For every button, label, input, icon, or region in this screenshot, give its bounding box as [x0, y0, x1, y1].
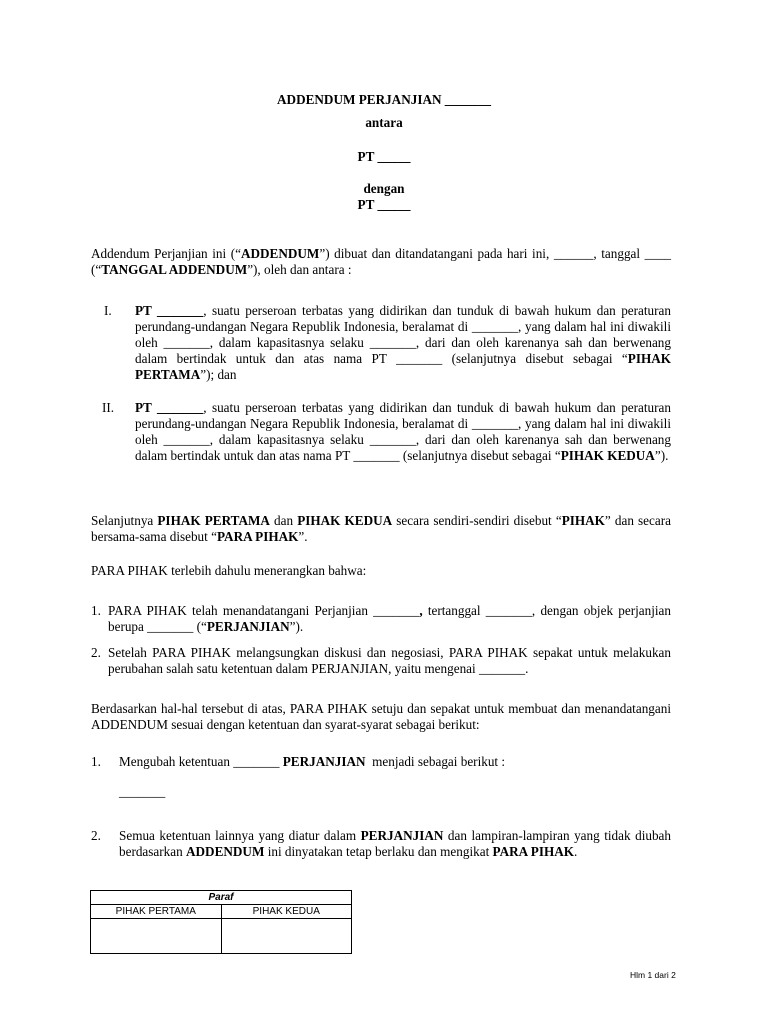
text-span: ”.	[298, 529, 308, 544]
text-span: Semua ketentuan lainnya yang diatur dalam	[119, 828, 361, 843]
clause-item-2	[91, 828, 671, 860]
clause-number: 2.	[91, 828, 101, 843]
text-span: ”).	[289, 619, 304, 634]
party-numeral: II.	[102, 400, 115, 415]
pihak-pertama-term: PIHAK PERTAMA	[157, 513, 270, 528]
party-end: ”); dan	[200, 367, 237, 382]
party-role: PIHAK PERTAMA	[135, 351, 671, 382]
document-title: ADDENDUM PERJANJIAN _______	[277, 92, 491, 107]
intro-text-3: ”), oleh dan antara :	[247, 262, 352, 277]
text-span: dan	[269, 513, 298, 528]
paraf-header-row	[91, 905, 352, 919]
party-text	[135, 400, 671, 464]
clause-number: 1.	[91, 754, 101, 769]
perjanjian-term: PERJANJIAN	[206, 619, 290, 634]
clause-text	[119, 828, 671, 860]
text-span: Selanjutnya	[91, 513, 158, 528]
text-span: PARA PIHAK telah menandatangani Perjanjian _______	[108, 603, 420, 618]
text-span: ,	[419, 603, 423, 618]
para-pihak-term: PARA PIHAK	[492, 844, 574, 859]
text-span: ini dinyatakan tetap berlaku dan mengikat	[264, 844, 493, 859]
text-span: dan lampiran-lampiran yang tidak diubah berdasarkan	[119, 828, 671, 859]
para-pihak-term: PARA PIHAK	[216, 529, 299, 544]
paraf-sign-box-pertama[interactable]	[91, 919, 222, 954]
party-description: , suatu perseroan terbatas yang didirikan dan tunduk di bawah hukum dan peraturan perundang-undangan Negara Republik Indonesia, beralamat di _______, yang dalam hal ini diwakili oleh _______, dalam kapasitasnya selaku _______, dari dan oleh karenanya sah dan berwenang dalam bertindak untuk dan atas nama PT _______ (selanjutnya disebut sebagai “	[135, 400, 671, 463]
party-text	[135, 303, 671, 383]
text-span: ” dan secara bersama-sama disebut “	[91, 513, 671, 544]
recital-text: Setelah PARA PIHAK melangsungkan diskusi dan negosiasi, PARA PIHAK sepakat untuk melakukan perubahan salah satu ketentuan dalam PERJANJIAN, yaitu mengenai _______.	[108, 645, 671, 676]
text-span: secara sendiri-sendiri disebut “	[392, 513, 562, 528]
text-span: Mengubah ketentuan _______	[119, 754, 283, 769]
pihak-kedua-term: PIHAK KEDUA	[297, 513, 393, 528]
party-item-2	[102, 400, 671, 464]
paraf-signature-row	[91, 919, 352, 954]
text-span: tertanggal _______, dengan objek perjanjian berupa _______ (“	[108, 603, 671, 634]
recital-text	[108, 603, 671, 635]
recital-item-2	[91, 645, 671, 677]
paraf-col-pihak-pertama: PIHAK PERTAMA	[91, 905, 222, 919]
party-one-header: PT _____	[357, 149, 411, 164]
intro-text-2: ”) dibuat dan ditandatangani pada hari ini, ______, tanggal ____ (“	[91, 246, 672, 277]
party-item-1	[104, 303, 671, 383]
para-pihak-intro: PARA PIHAK terlebih dahulu menerangkan bahwa:	[91, 563, 367, 578]
paraf-title: Paraf	[91, 891, 352, 905]
party-end: ”).	[654, 448, 669, 463]
recital-number: 2.	[91, 645, 101, 660]
party-two-header: PT _____	[357, 197, 411, 212]
selanjutnya-paragraph	[91, 513, 671, 545]
perjanjian-term: PERJANJIAN	[282, 754, 366, 769]
text-span: .	[574, 844, 578, 859]
page-number: Hlm 1 dari 2	[630, 970, 676, 980]
party-pt-name: PT _______	[135, 303, 204, 318]
pihak-term: PIHAK	[561, 513, 605, 528]
paraf-sign-box-kedua[interactable]	[221, 919, 351, 954]
intro-tanggal-term: TANGGAL ADDENDUM	[101, 262, 248, 277]
party-role: PIHAK KEDUA	[560, 448, 655, 463]
intro-text-1: Addendum Perjanjian ini (“	[91, 246, 241, 261]
antara-label: antara	[365, 115, 403, 130]
recital-number: 1.	[91, 603, 101, 618]
paraf-table	[90, 890, 352, 954]
addendum-term: ADDENDUM	[186, 844, 265, 859]
intro-addendum-term: ADDENDUM	[240, 246, 320, 261]
party-pt-name: PT _______	[135, 400, 204, 415]
intro-paragraph	[91, 246, 671, 278]
dengan-label: dengan	[363, 181, 405, 196]
perjanjian-term: PERJANJIAN	[360, 828, 444, 843]
clause-text	[119, 754, 671, 770]
text-span: menjadi sebagai berikut :	[365, 754, 506, 769]
berdasarkan-paragraph: Berdasarkan hal-hal tersebut di atas, PARA PIHAK setuju dan sepakat untuk membuat dan menandatangani ADDENDUM sesuai dengan ketentuan dan syarat-syarat sebagai berikut:	[91, 701, 671, 732]
clause-blank: _______	[119, 784, 166, 799]
clause-item-1	[91, 754, 671, 800]
party-numeral: I.	[104, 303, 112, 318]
paraf-title-row	[91, 891, 352, 905]
party-description: , suatu perseroan terbatas yang didirikan dan tunduk di bawah hukum dan peraturan perundang-undangan Negara Republik Indonesia, beralamat di _______, yang dalam hal ini diwakili oleh _______, dalam kapasitasnya selaku _______, dari dan oleh karenanya sah dan berwenang dalam bertindak untuk dan atas nama PT _______ (selanjutnya disebut sebagai “	[135, 303, 671, 366]
recital-item-1	[91, 603, 671, 635]
paraf-col-pihak-kedua: PIHAK KEDUA	[221, 905, 351, 919]
